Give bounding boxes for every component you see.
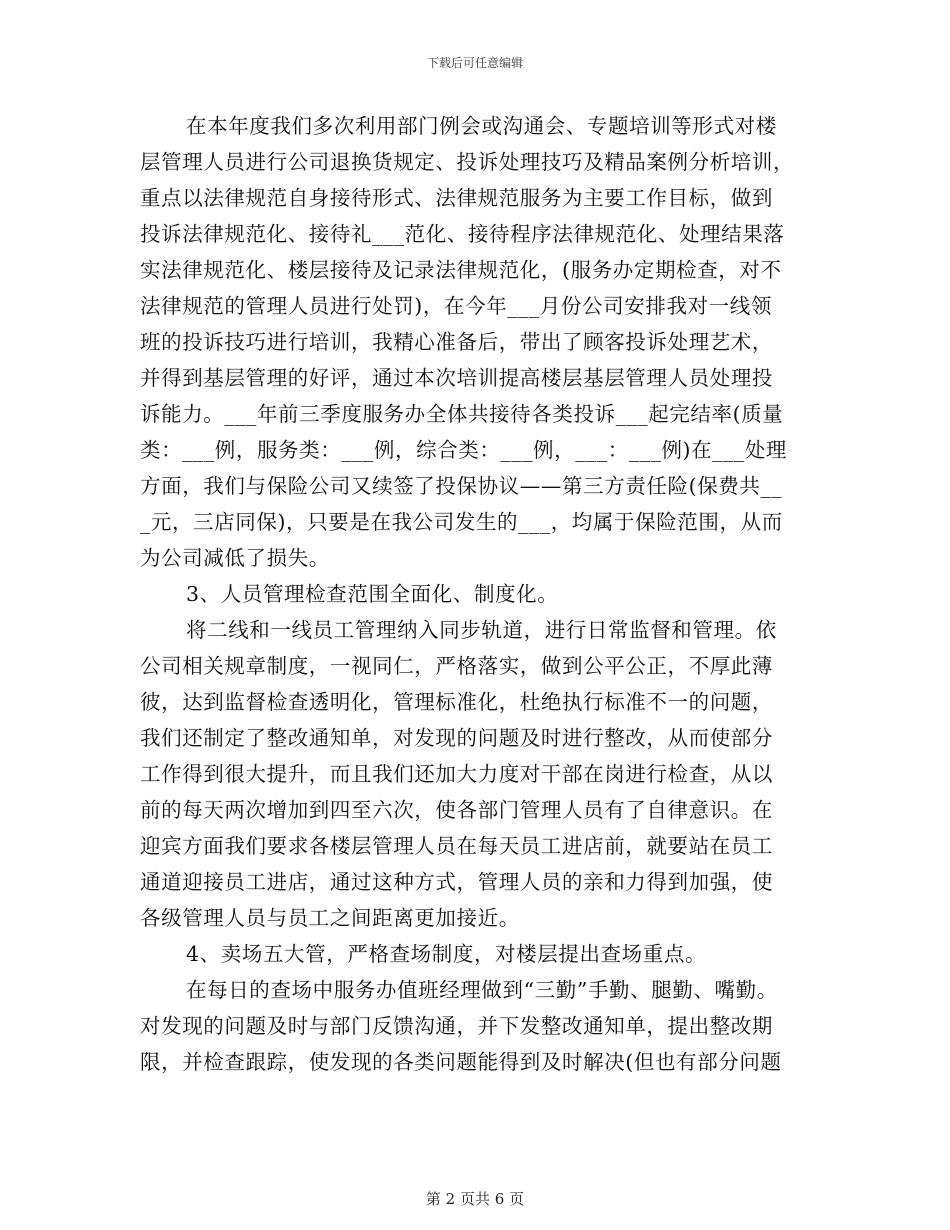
text-line: 限，并检查跟踪，使发现的各类问题能得到及时解决(但也有部分问题 [140,1050,782,1074]
text-line: 类：___例，服务类：___例，综合类：___例，___：___例)在___处理 [140,438,787,462]
text-line: 班的投诉技巧进行培训，我精心准备后，带出了顾客投诉处理艺术， [140,330,773,354]
document-body [140,108,812,1080]
text-line: 前的每天两次增加到四至六次，使各部门管理人员有了自律意识。在 [140,798,773,822]
page-footer: 第 2 页共 6 页 [425,1190,525,1208]
text-line: 彼，达到监督检查透明化，管理标准化，杜绝执行标准不一的问题， [140,690,773,714]
text-line: 各级管理人员与员工之间距离更加接近。 [140,906,520,930]
text-line: 层管理人员进行公司退换货规定、投诉处理技巧及精品案例分析培训， [140,150,795,174]
text-line: 方面，我们与保险公司又续签了投保协议——第三方责任险(保费共__ [140,474,783,498]
text-line: 通道迎接员工进店，通过这种方式，管理人员的亲和力得到加强，使 [140,870,773,894]
text-line: 4、卖场五大管，严格查场制度，对楼层提出查场重点。 [186,942,707,966]
text-line: 3、人员管理检查范围全面化、制度化。 [186,582,559,606]
text-line: 诉能力。___年前三季度服务办全体共接待各类投诉___起完结率(质量 [140,402,784,426]
text-line: 工作得到很大提升，而且我们还加大力度对干部在岗进行检查，从以 [140,762,773,786]
text-line: 公司相关规章制度，一视同仁，严格落实，做到公平公正，不厚此薄 [140,654,773,678]
text-line: 投诉法律规范化、接待礼___范化、接待程序法律规范化、处理结果落 [140,222,785,246]
text-line: 将二线和一线员工管理纳入同步轨道，进行日常监督和管理。依 [186,618,777,642]
text-line: 我们还制定了整改通知单，对发现的问题及时进行整改，从而使部分 [140,726,773,750]
text-line: 为公司减低了损失。 [140,546,330,570]
text-line: 迎宾方面我们要求各楼层管理人员在每天员工进店前，就要站在员工 [140,834,773,858]
text-line: 并得到基层管理的好评，通过本次培训提高楼层基层管理人员处理投 [140,366,773,390]
text-line: 对发现的问题及时与部门反馈沟通，并下发整改通知单，提出整改期 [140,1014,773,1038]
page-header: 下载后可任意编辑 [426,56,523,70]
text-line: 法律规范的管理人员进行处罚)，在今年___月份公司安排我对一线领 [140,294,772,318]
text-line: 在每日的查场中服务办值班经理做到“三勤”手勤、腿勤、嘴勤。 [186,978,778,1002]
text-line: 实法律规范化、楼层接待及记录法律规范化，(服务办定期检查，对不 [140,258,782,282]
text-line: 在本年度我们多次利用部门例会或沟通会、专题培训等形式对楼 [186,114,777,138]
text-line: 重点以法律规范自身接待形式、法律规范服务为主要工作目标，做到 [140,186,773,210]
text-line: _元，三店同保)，只要是在我公司发生的___，均属于保险范围，从而 [140,510,783,534]
